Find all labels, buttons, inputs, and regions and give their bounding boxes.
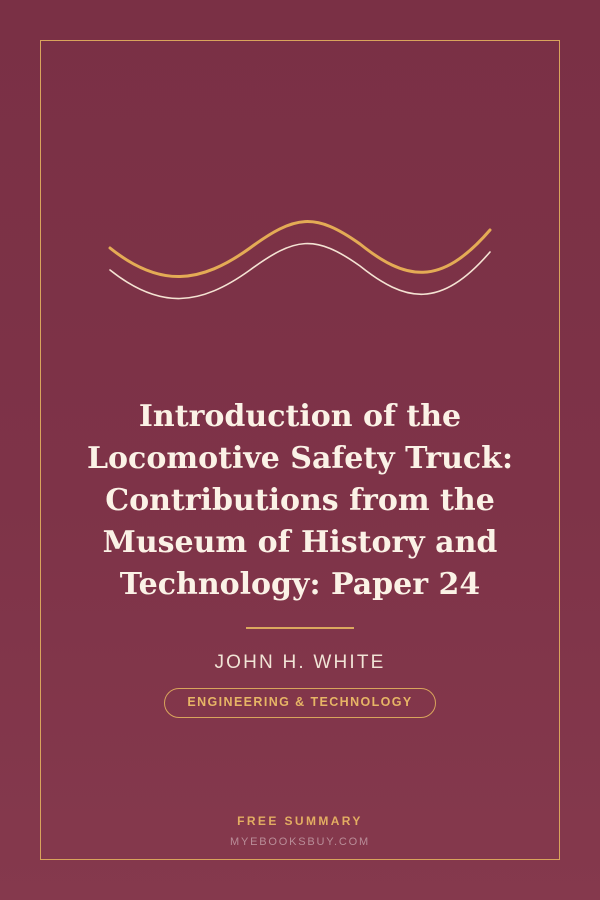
category-badge: ENGINEERING & TECHNOLOGY — [164, 688, 436, 718]
book-author: JOHN H. WHITE — [214, 652, 386, 673]
wave-ornament-icon — [100, 200, 500, 320]
wave-line-gold — [110, 222, 490, 277]
book-title: Introduction of the Locomotive Safety Truck: Contributions from the Museum of History and Technology: Paper 24 — [86, 399, 514, 602]
site-url: MYEBOOKSBUY.COM — [230, 836, 370, 848]
free-summary-label: FREE SUMMARY — [237, 814, 363, 828]
title-divider — [246, 627, 354, 629]
